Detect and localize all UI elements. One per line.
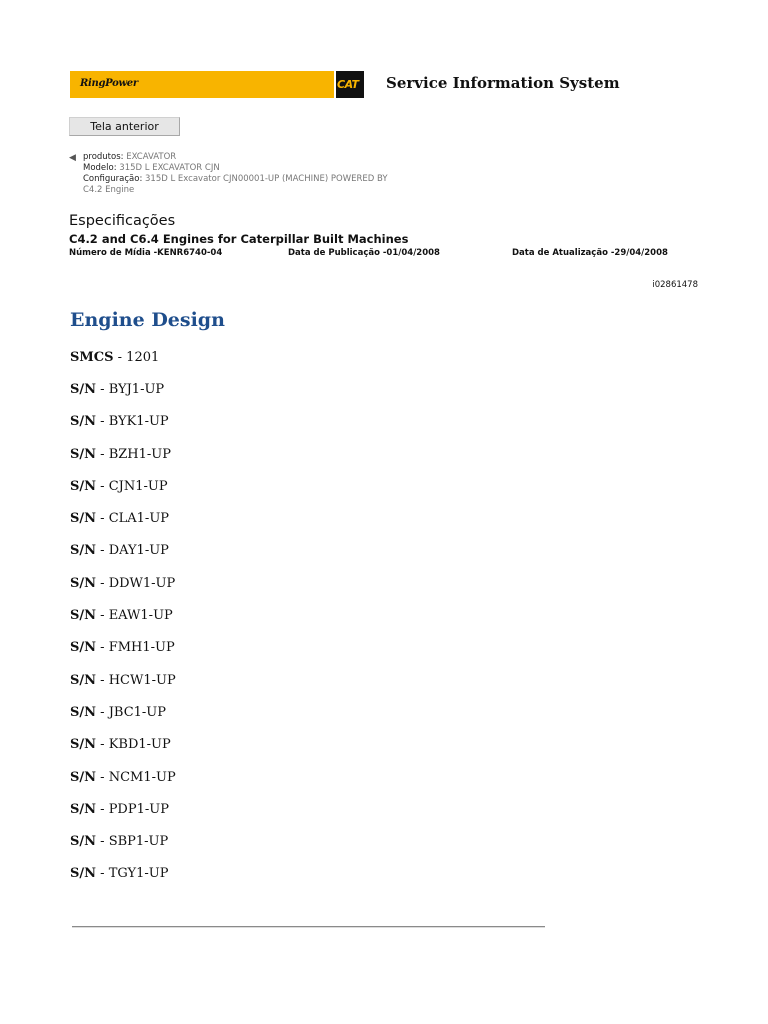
sn-label: S/N <box>70 446 97 462</box>
serial-number-row <box>70 802 176 834</box>
serial-number-row <box>70 673 176 705</box>
breadcrumb-row <box>69 152 388 163</box>
system-title: Service Information System <box>386 74 620 92</box>
breadcrumb-value[interactable]: 315D L Excavator CJN00001-UP (MACHINE) POWERED BY <box>145 174 388 184</box>
cat-logo <box>336 71 364 98</box>
page-title: Engine Design <box>70 309 225 331</box>
update-date: Data de Atualização -29/04/2008 <box>512 248 668 258</box>
cat-logo-text: CAT <box>337 78 359 91</box>
sn-label: S/N <box>70 866 97 882</box>
sn-label: S/N <box>70 511 97 527</box>
sn-value: - BZH1-UP <box>96 446 171 462</box>
serial-number-list <box>70 382 176 899</box>
sn-value: - CJN1-UP <box>96 478 168 494</box>
sn-label: S/N <box>70 834 97 850</box>
serial-number-row <box>70 447 176 479</box>
document-id: i02861478 <box>652 280 698 290</box>
media-number: Número de Mídia -KENR6740-04 <box>69 248 223 258</box>
serial-number-row <box>70 834 176 866</box>
publish-date: Data de Publicação -01/04/2008 <box>288 248 440 258</box>
ringpower-logo-text: RingPower <box>80 78 138 89</box>
ringpower-logo <box>70 71 334 98</box>
serial-number-row <box>70 770 176 802</box>
sn-value: - DDW1-UP <box>96 575 176 591</box>
sn-label: S/N <box>70 414 97 430</box>
sn-value: - BYK1-UP <box>96 414 169 430</box>
serial-number-row <box>70 543 176 575</box>
sn-label: S/N <box>70 640 97 656</box>
back-button[interactable]: Tela anterior <box>69 117 180 136</box>
breadcrumb-value[interactable]: 315D L EXCAVATOR CJN <box>119 163 220 173</box>
serial-number-row <box>70 382 176 414</box>
bottom-divider <box>72 926 545 928</box>
breadcrumb-key: Modelo: <box>83 163 117 173</box>
smcs-label: SMCS <box>70 350 114 365</box>
sn-value: - CLA1-UP <box>96 511 170 527</box>
sn-value: - PDP1-UP <box>96 801 169 817</box>
sn-label: S/N <box>70 672 97 688</box>
sn-value: - KBD1-UP <box>96 737 171 753</box>
serial-number-row <box>70 608 176 640</box>
sn-label: S/N <box>70 543 97 559</box>
sn-value: - BYJ1-UP <box>96 382 165 397</box>
breadcrumb-key: Configuração: <box>83 174 143 184</box>
sn-value: - HCW1-UP <box>96 672 176 688</box>
serial-number-row <box>70 866 176 898</box>
serial-number-row <box>70 737 176 769</box>
sn-value: - EAW1-UP <box>96 608 173 624</box>
section-title: Especificações <box>69 213 176 229</box>
sn-value: - JBC1-UP <box>96 704 167 720</box>
sn-label: S/N <box>70 769 97 785</box>
sn-value: - SBP1-UP <box>96 834 169 850</box>
breadcrumb-row <box>69 185 388 196</box>
header-banner <box>70 71 364 98</box>
sn-label: S/N <box>70 737 97 753</box>
breadcrumb-value[interactable]: EXCAVATOR <box>126 152 177 162</box>
sn-label: S/N <box>70 478 97 494</box>
breadcrumb-value[interactable]: C4.2 Engine <box>83 185 135 195</box>
document-subtitle: C4.2 and C6.4 Engines for Caterpillar Built Machines <box>69 232 409 246</box>
sn-label: S/N <box>70 704 97 720</box>
serial-number-row <box>70 414 176 446</box>
sn-label: S/N <box>70 608 97 624</box>
serial-number-row <box>70 640 176 672</box>
sn-label: S/N <box>70 801 97 817</box>
breadcrumb-row <box>69 163 388 174</box>
back-arrow-icon[interactable]: ◀ <box>69 153 76 163</box>
sn-label: S/N <box>70 575 97 591</box>
serial-number-row <box>70 479 176 511</box>
sn-value: - TGY1-UP <box>96 866 169 882</box>
sn-value: - NCM1-UP <box>96 769 176 785</box>
breadcrumb-key: produtos: <box>83 152 124 162</box>
smcs-value: - 1201 <box>113 350 160 365</box>
sn-label: S/N <box>70 382 97 397</box>
serial-number-row <box>70 511 176 543</box>
serial-number-row <box>70 705 176 737</box>
sn-value: - DAY1-UP <box>96 543 169 559</box>
serial-number-row <box>70 576 176 608</box>
smcs-line <box>70 350 159 365</box>
breadcrumb-row <box>69 174 388 185</box>
sn-value: - FMH1-UP <box>96 640 175 656</box>
breadcrumb <box>69 152 388 196</box>
